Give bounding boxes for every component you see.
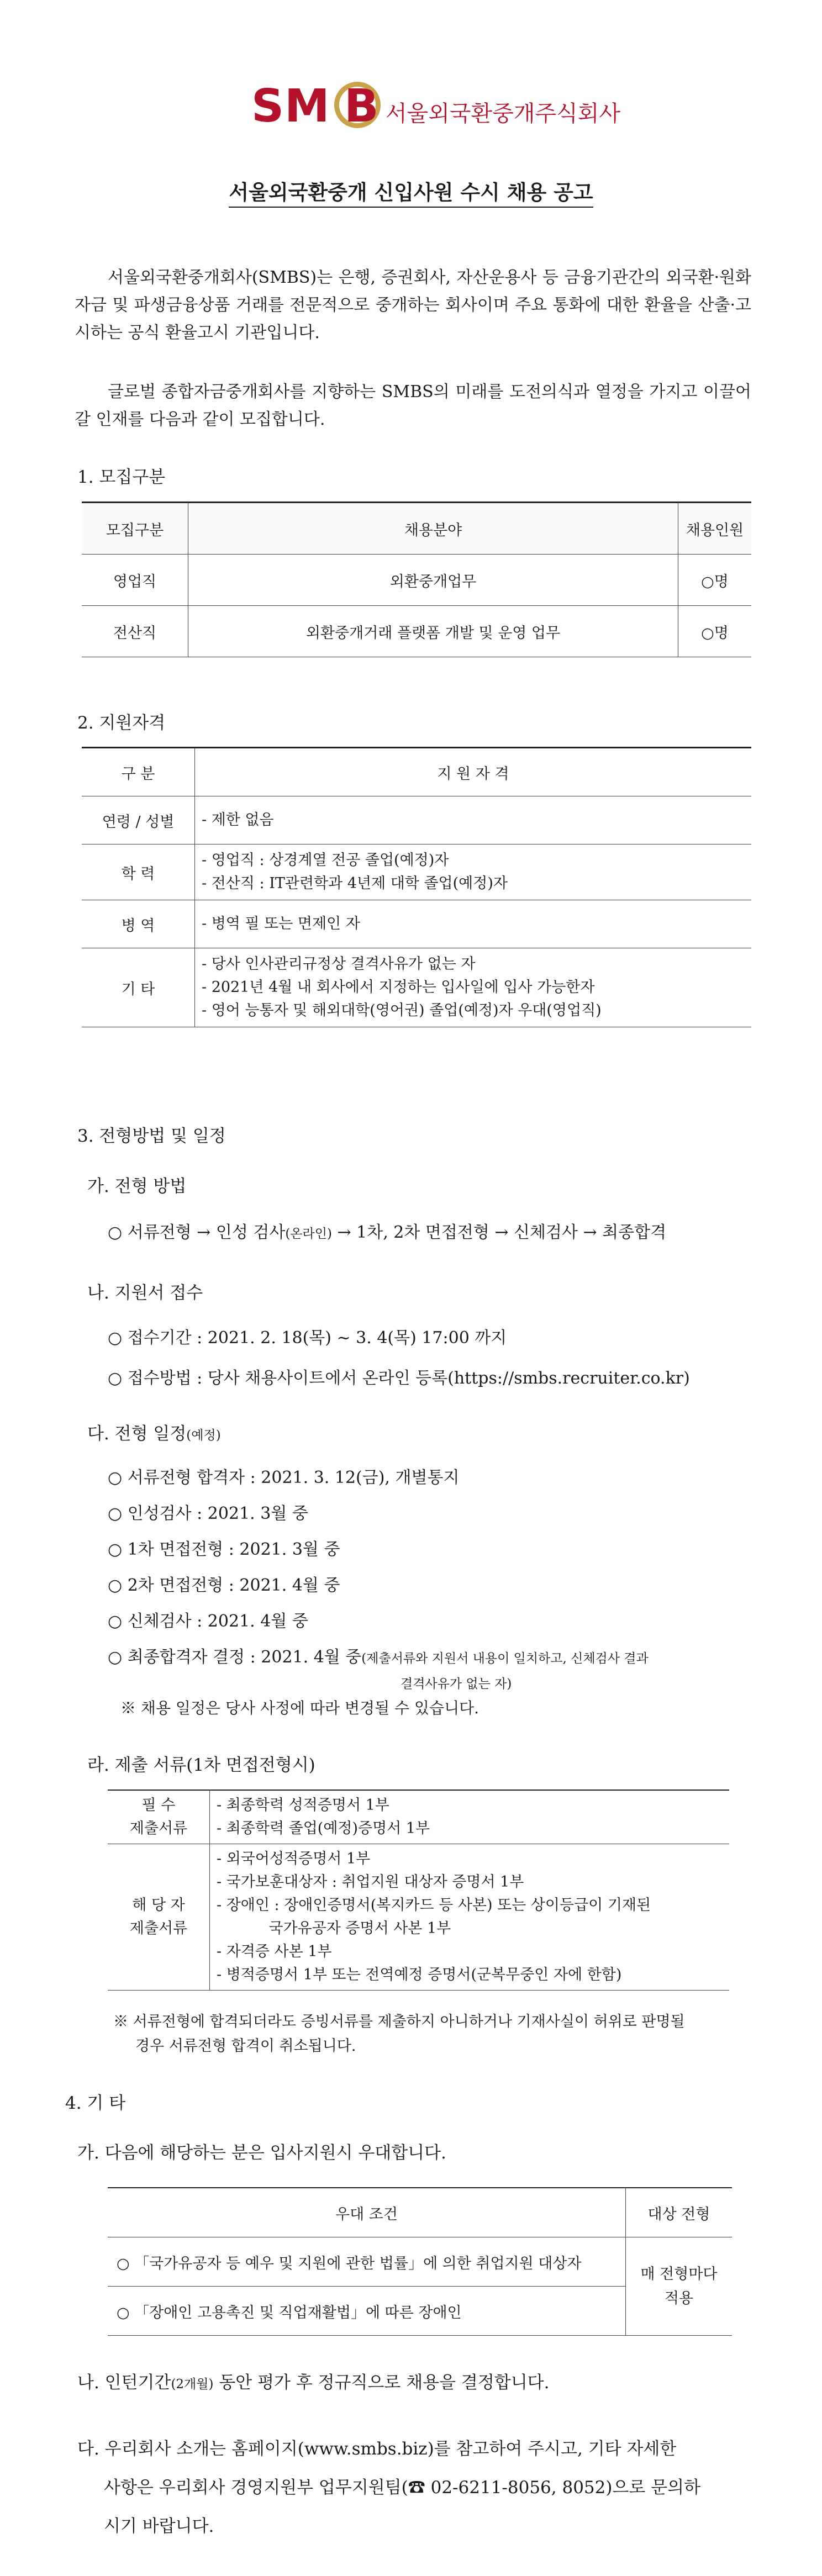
table-cell: 외환중개업무 — [188, 555, 678, 606]
logo-company-name: 서울외국환중개주식회사 — [386, 101, 621, 126]
contact-line-1: 다. 우리회사 소개는 홈페이지(www.smbs.biz)를 참고하여 주시고, 기타 자세한 — [77, 2439, 677, 2459]
schedule-item: ○ 인성검사 : 2021. 3월 중 — [108, 1504, 308, 1523]
contact-line-3: 시기 바랍니다. — [104, 2516, 214, 2536]
preference-heading: 가. 다음에 해당하는 분은 입사지원시 우대합니다. — [77, 2143, 446, 2163]
table-row — [108, 1790, 729, 1844]
application-heading: 나. 지원서 접수 — [87, 1283, 203, 1303]
section2-heading: 2. 지원자격 — [77, 713, 166, 733]
table-cell-key — [108, 1790, 210, 1844]
table-header-row — [108, 2188, 732, 2237]
documents-table — [108, 1790, 729, 1991]
documents-note-1: ※ 서류전형에 합격되더라도 증빙서류를 제출하지 아니하거나 기재사실이 허위로 판명될 — [113, 2013, 685, 2030]
table-header-cell: 모집구분 — [82, 503, 188, 555]
table-cell: 영업직 — [82, 555, 188, 606]
logo-mark-b: B — [344, 80, 379, 133]
table-header-cell: 대상 전형 — [626, 2188, 733, 2237]
table-cell: 외환중개거래 플랫폼 개발 및 운영 업무 — [188, 606, 678, 657]
schedule-item: ○ 1차 면접전형 : 2021. 3월 중 — [108, 1540, 340, 1559]
schedule-final-text: ○ 최종합격자 결정 : 2021. 4월 중 — [108, 1648, 362, 1667]
method-text: → 1차, 2차 면접전형 → 신체검사 → 최종합격 — [331, 1223, 667, 1242]
page-title: 서울외국환중개 신입사원 수시 채용 공고 — [0, 176, 822, 205]
target-line: 매 전형마다 — [640, 2265, 718, 2283]
qualification-line: - 제한 없음 — [202, 811, 274, 828]
table-cell: ○ 「장애인 고용촉진 및 직업재활법」에 따른 장애인 — [108, 2287, 626, 2336]
schedule-item: ○ 2차 면접전형 : 2021. 4월 중 — [108, 1576, 340, 1595]
table-cell: 전산직 — [82, 606, 188, 657]
table-row — [108, 2237, 732, 2287]
section4-heading: 4. 기 타 — [65, 2093, 126, 2113]
key-line: 해 당 자 — [132, 1897, 185, 1914]
recruit-table — [82, 502, 751, 657]
schedule-heading-text: 다. 전형 일정 — [87, 1424, 187, 1444]
table-cell-target — [626, 2237, 733, 2336]
intern-text-small: (2개월) — [171, 2377, 214, 2392]
table-cell-key — [108, 1844, 210, 1991]
documents-heading: 라. 제출 서류(1차 면접전형시) — [87, 1755, 315, 1775]
logo-mark: SM — [251, 80, 330, 133]
document-line: - 병적증명서 1부 또는 전역예정 증명서(군복무중인 자에 한함) — [217, 1966, 622, 1983]
table-header-row — [82, 503, 751, 555]
section1-heading: 1. 모집구분 — [77, 467, 166, 487]
key-line: 제출서류 — [129, 1920, 188, 1937]
key-line: 제출서류 — [129, 1820, 188, 1837]
qualification-line: - 당사 인사관리규정상 결격사유가 없는 자 — [202, 956, 476, 973]
table-header-cell: 구 분 — [82, 748, 195, 796]
application-period: ○ 접수기간 : 2021. 2. 18(목) ~ 3. 4(목) 17:00 까지 — [108, 1328, 507, 1348]
document-line: - 최종학력 졸업(예정)증명서 1부 — [217, 1820, 430, 1837]
table-cell — [195, 900, 752, 948]
table-row — [82, 844, 751, 900]
intern-info — [77, 2368, 549, 2393]
intern-text: 동안 평가 후 정규직으로 채용을 결정합니다. — [213, 2373, 550, 2393]
table-row — [108, 1844, 729, 1991]
qualification-table — [82, 747, 751, 1027]
qualification-line: - 전산직 : IT관련학과 4년제 대학 졸업(예정)자 — [202, 875, 508, 892]
table-cell: ○명 — [678, 606, 752, 657]
target-line: 적용 — [664, 2289, 694, 2307]
qualification-line: - 병역 필 또는 면제인 자 — [202, 915, 360, 932]
schedule-item: ○ 서류전형 합격자 : 2021. 3. 12(금), 개별통지 — [108, 1468, 460, 1487]
table-cell-key: 병 역 — [82, 900, 195, 948]
qualification-line: - 영업직 : 상경계열 전공 졸업(예정)자 — [202, 852, 449, 869]
table-cell — [195, 844, 752, 900]
key-line: 필 수 — [141, 1797, 176, 1814]
intro-paragraph-2: 글로벌 종합자금중개회사를 지향하는 SMBS의 미래를 도전의식과 열정을 가지고 이끌어 갈 인재를 다음과 같이 모집합니다. — [75, 382, 751, 429]
document-line: - 외국어성적증명서 1부 — [217, 1850, 371, 1867]
table-cell: ○ 「국가유공자 등 예우 및 지원에 관한 법률」에 의한 취업지원 대상자 — [108, 2237, 626, 2287]
schedule-final-small: (제출서류와 지원서 내용이 일치하고, 신체검사 결과 — [361, 1651, 649, 1666]
schedule-final-small-2: 결격사유가 없는 자) — [401, 1677, 512, 1691]
table-header-cell: 채용분야 — [188, 503, 678, 555]
table-cell: ○명 — [678, 555, 752, 606]
table-cell — [195, 948, 752, 1027]
table-cell-key: 기 타 — [82, 948, 195, 1027]
schedule-heading — [87, 1419, 221, 1444]
document-line: - 국가보훈대상자 : 취업지원 대상자 증명서 1부 — [217, 1873, 524, 1891]
table-row — [82, 555, 751, 606]
table-header-cell: 지 원 자 격 — [195, 748, 752, 796]
table-row — [82, 796, 751, 844]
document-line: - 자격증 사본 1부 — [217, 1943, 332, 1960]
method-heading: 가. 전형 방법 — [87, 1176, 187, 1196]
table-header-cell: 채용인원 — [678, 503, 752, 555]
document-line: - 최종학력 성적증명서 1부 — [217, 1797, 389, 1814]
contact-line-2: 사항은 우리회사 경영지원부 업무지원팀(☎ 02-6211-8056, 8052)으로 문의하 — [104, 2478, 701, 2498]
documents-note-2: 경우 서류전형 합격이 취소됩니다. — [135, 2037, 356, 2055]
schedule-note: ※ 채용 일정은 당사 사정에 따라 변경될 수 있습니다. — [120, 1699, 479, 1717]
company-logo — [251, 80, 621, 142]
table-cell — [210, 1844, 730, 1991]
table-row — [82, 606, 751, 657]
qualification-line: - 2021년 4월 내 회사에서 지정하는 입사일에 입사 가능한자 — [202, 979, 595, 996]
table-header-cell: 우대 조건 — [108, 2188, 626, 2237]
preference-table — [108, 2187, 732, 2336]
intro-paragraph-1: 서울외국환중개회사(SMBS)는 은행, 증권회사, 자산운용사 등 금융기관간의 외국환·원화자금 및 파생금융상품 거래를 전문적으로 중개하는 회사이며 주요 통화에 대한 환율을 산출·고시하는 공식 환율고시 기관입니다. — [75, 268, 751, 342]
method-text: ○ 서류전형 → 인성 검사 — [108, 1223, 286, 1242]
method-text-small: (온라인) — [285, 1227, 332, 1241]
document-line: - 장애인 : 장애인증명서(복지카드 등 사본) 또는 상이등급이 기재된 — [217, 1897, 651, 1914]
table-cell-key: 학 력 — [82, 844, 195, 900]
schedule-final — [108, 1643, 649, 1667]
method-item — [108, 1218, 666, 1243]
intern-text: 나. 인턴기간 — [77, 2373, 171, 2393]
schedule-heading-small: (예정) — [186, 1428, 221, 1443]
schedule-item: ○ 신체검사 : 2021. 4월 중 — [108, 1612, 308, 1631]
table-cell-key: 연령 / 성별 — [82, 796, 195, 844]
table-header-row — [82, 748, 751, 796]
qualification-line: - 영어 능통자 및 해외대학(영어권) 졸업(예정)자 우대(영업직) — [202, 1002, 602, 1019]
document-line: 국가유공자 증명서 사본 1부 — [217, 1920, 451, 1937]
table-cell — [210, 1790, 730, 1844]
table-row — [82, 948, 751, 1027]
table-row — [82, 900, 751, 948]
table-cell — [195, 796, 752, 844]
application-method: ○ 접수방법 : 당사 채용사이트에서 온라인 등록(https://smbs.recruiter.co.kr) — [108, 1369, 690, 1388]
section3-heading: 3. 전형방법 및 일정 — [77, 1126, 226, 1146]
